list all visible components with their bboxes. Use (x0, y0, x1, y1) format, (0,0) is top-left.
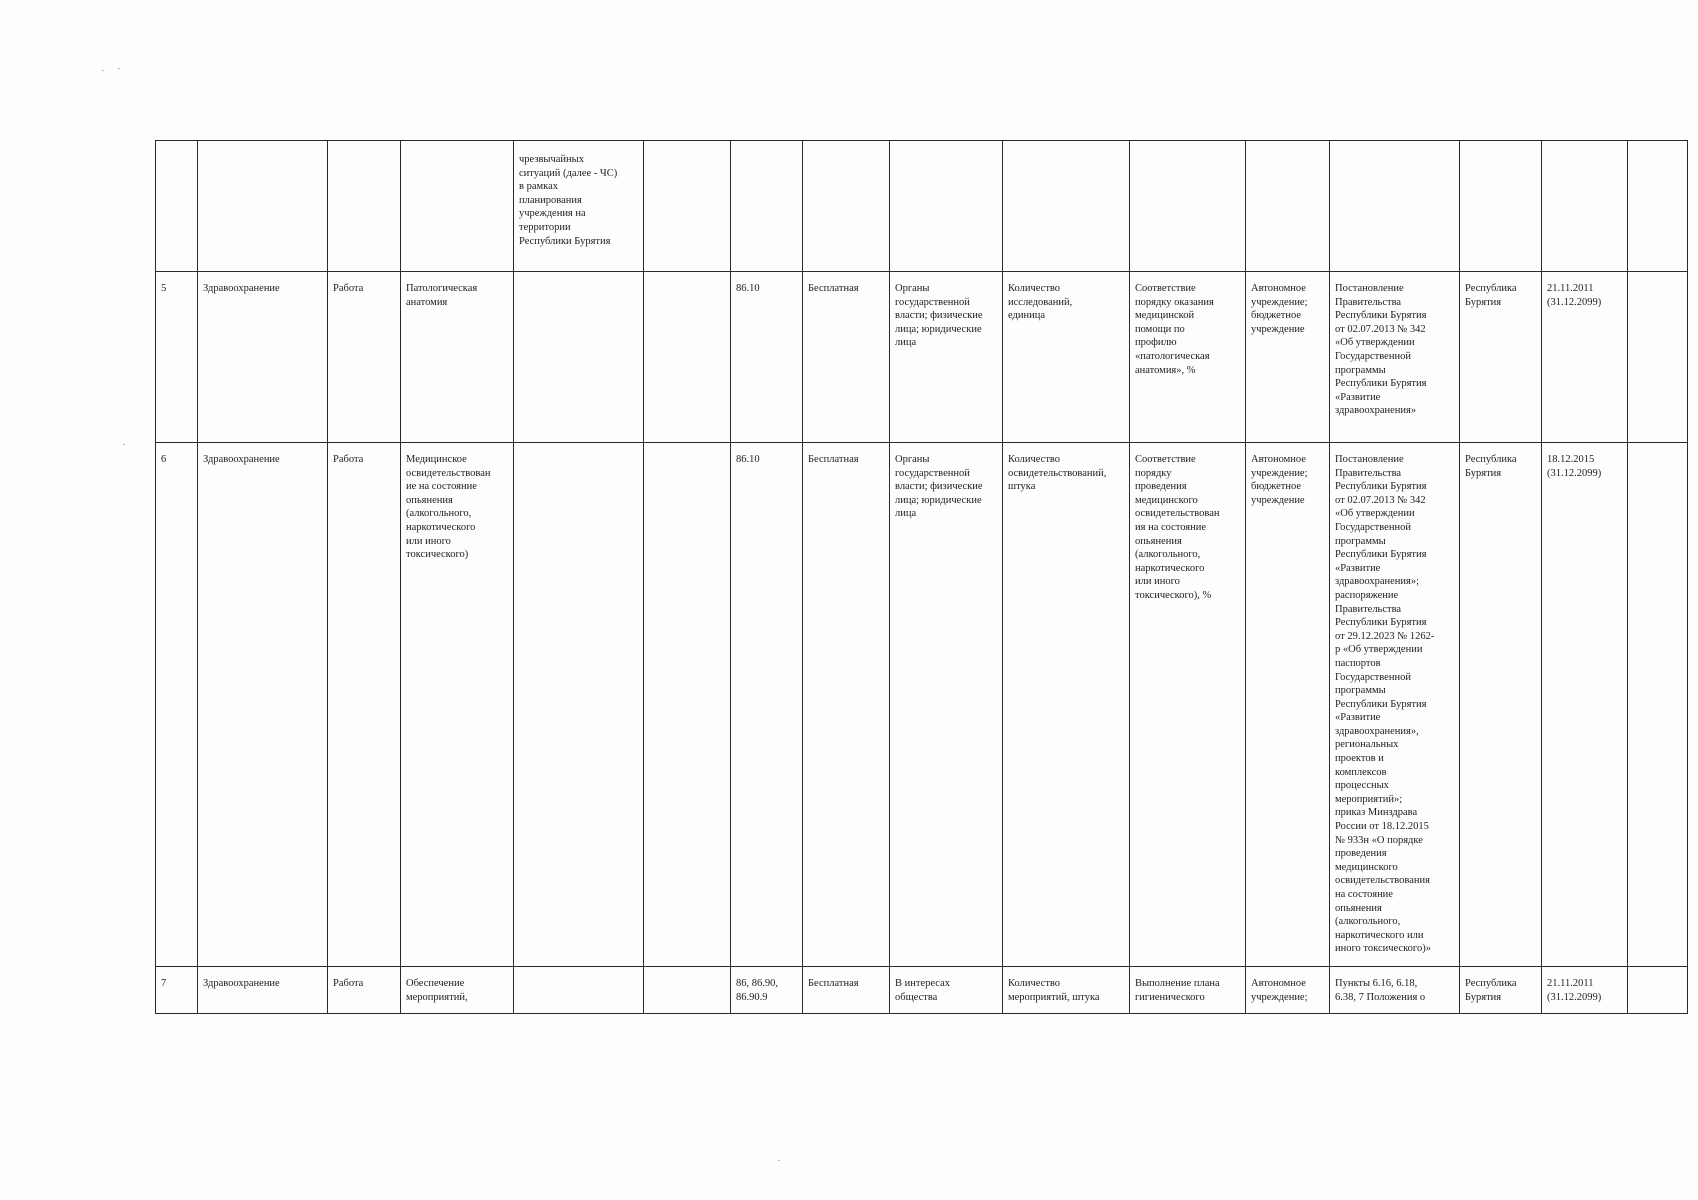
cell-quality-indicator: Соответствие порядку оказания медицинской помощи по профилю «патологическая анатомия», % (1130, 272, 1246, 443)
cell-content (514, 272, 644, 443)
cell-institution-type: Автономное учреждение; бюджетное учреждение (1246, 443, 1330, 967)
cell-date: 18.12.2015 (31.12.2099) (1542, 443, 1628, 967)
cell-legal-basis: Постановление Правительства Республики Бурятия от 02.07.2013 № 342 «Об утверждении Государственной программы Республики Бурятия «Развитие здравоохранения» (1330, 272, 1460, 443)
cell-extra (1628, 443, 1688, 967)
cell-payment: Бесплатная (803, 967, 890, 1014)
cell-authority: Республика Бурятия (1460, 272, 1542, 443)
cell-col6 (644, 443, 731, 967)
cell-authority: Республика Бурятия (1460, 443, 1542, 967)
registry-table (155, 140, 1688, 1014)
cell-name: Обеспечение мероприятий, (401, 967, 514, 1014)
cell-sphere: Здравоохранение (198, 443, 328, 967)
cell-consumers: Органы государственной власти; физические лица; юридические лица (890, 272, 1003, 443)
cell-extra (1628, 141, 1688, 272)
cell-sphere (198, 141, 328, 272)
scan-speck (118, 68, 120, 69)
cell-okved: 86.10 (731, 272, 803, 443)
cell-consumers: В интересах общества (890, 967, 1003, 1014)
cell-kind (328, 141, 401, 272)
cell-legal-basis: Пункты 6.16, 6.18, 6.38, 7 Положения о (1330, 967, 1460, 1014)
cell-date: 21.11.2011 (31.12.2099) (1542, 967, 1628, 1014)
cell-name: Медицинское освидетельствован ие на состояние опьянения (алкогольного, наркотического или иного токсического) (401, 443, 514, 967)
cell-quality-indicator (1130, 141, 1246, 272)
cell-col6 (644, 272, 731, 443)
cell-consumers (890, 141, 1003, 272)
cell-name (401, 141, 514, 272)
scan-speck (102, 70, 104, 71)
cell-number: 5 (156, 272, 198, 443)
cell-extra (1628, 967, 1688, 1014)
cell-extra (1628, 272, 1688, 443)
table-row (156, 141, 1688, 272)
cell-number (156, 141, 198, 272)
table-row (156, 443, 1688, 967)
cell-institution-type: Автономное учреждение; бюджетное учреждение (1246, 272, 1330, 443)
cell-quality-indicator: Выполнение плана гигиенического (1130, 967, 1246, 1014)
cell-number: 7 (156, 967, 198, 1014)
cell-content (514, 443, 644, 967)
cell-consumers: Органы государственной власти; физические лица; юридические лица (890, 443, 1003, 967)
cell-authority (1460, 141, 1542, 272)
scan-speck (778, 1160, 780, 1161)
cell-authority: Республика Бурятия (1460, 967, 1542, 1014)
cell-okved: 86, 86.90, 86.90.9 (731, 967, 803, 1014)
scan-speck (123, 444, 125, 445)
cell-kind: Работа (328, 443, 401, 967)
cell-number: 6 (156, 443, 198, 967)
cell-legal-basis (1330, 141, 1460, 272)
cell-volume-indicator: Количество мероприятий, штука (1003, 967, 1130, 1014)
cell-payment: Бесплатная (803, 443, 890, 967)
cell-content: чрезвычайных ситуаций (далее - ЧС) в рамках планирования учреждения на территории Республики Бурятия (514, 141, 644, 272)
cell-okved: 86.10 (731, 443, 803, 967)
cell-okved (731, 141, 803, 272)
cell-payment: Бесплатная (803, 272, 890, 443)
cell-kind: Работа (328, 272, 401, 443)
cell-sphere: Здравоохранение (198, 272, 328, 443)
cell-volume-indicator: Количество исследований, единица (1003, 272, 1130, 443)
cell-legal-basis: Постановление Правительства Республики Бурятия от 02.07.2013 № 342 «Об утверждении Государственной программы Республики Бурятия «Развитие здравоохранения»; распоряжение Правительства Республики Бурятия от 29.12.2023 № 1262- р «Об утверждении паспортов Государственной программы Республики Бурятия «Развитие здравоохранения», региональных проектов и комплексов процессных мероприятий»; приказ Минздрава России от 18.12.2015 № 933н «О порядке проведения медицинского освидетельствования на состояние опьянения (алкогольного, наркотического или иного токсического)» (1330, 443, 1460, 967)
table-row (156, 967, 1688, 1014)
cell-institution-type (1246, 141, 1330, 272)
cell-payment (803, 141, 890, 272)
cell-name: Патологическая анатомия (401, 272, 514, 443)
cell-content (514, 967, 644, 1014)
table-row (156, 272, 1688, 443)
cell-kind: Работа (328, 967, 401, 1014)
cell-institution-type: Автономное учреждение; (1246, 967, 1330, 1014)
cell-quality-indicator: Соответствие порядку проведения медицинского освидетельствован ия на состояние опьянения (алкогольного, наркотического или иного токсического), % (1130, 443, 1246, 967)
cell-date (1542, 141, 1628, 272)
cell-col6 (644, 141, 731, 272)
cell-volume-indicator: Количество освидетельствований, штука (1003, 443, 1130, 967)
cell-sphere: Здравоохранение (198, 967, 328, 1014)
cell-date: 21.11.2011 (31.12.2099) (1542, 272, 1628, 443)
cell-col6 (644, 967, 731, 1014)
cell-volume-indicator (1003, 141, 1130, 272)
